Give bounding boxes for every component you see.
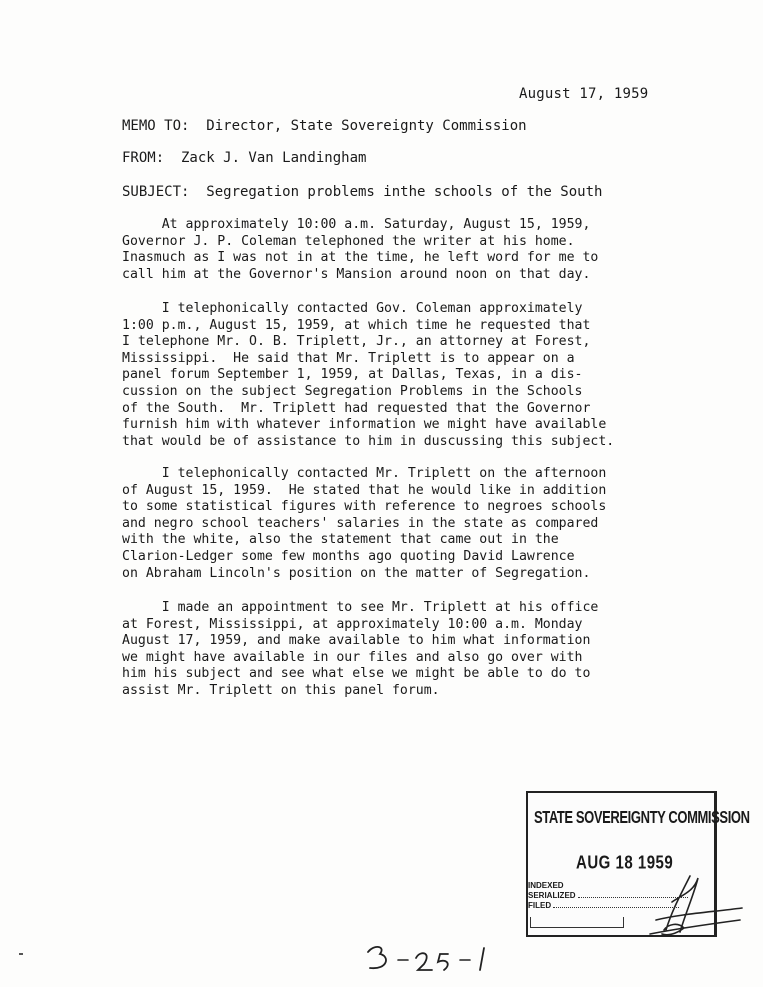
paragraph-4 <box>122 600 682 700</box>
body-line: to some statistical figures with reference to negroes schools <box>122 499 607 515</box>
body-line: at Forest, Mississippi, at approximately 10:00 a.m. Monday <box>122 616 583 632</box>
handwritten-signature-icon <box>620 872 750 942</box>
body-line: Mississippi. He said that Mr. Triplett is to appear on a <box>122 350 575 366</box>
memo-subject-line: SUBJECT: Segregation problems inthe schools of the South <box>122 184 603 200</box>
scan-speck <box>19 953 23 955</box>
body-line: we might have available in our files and also go over with <box>122 649 583 665</box>
paragraph-3 <box>122 466 682 582</box>
body-line: assist Mr. Triplett on this panel forum. <box>122 682 440 698</box>
body-line: call him at the Governor's Mansion around noon on that day. <box>122 266 591 282</box>
paragraph-1 <box>122 217 682 283</box>
body-line: Governor J. P. Coleman telephoned the writer at his home. <box>122 233 575 249</box>
stamp-field-label: FILED <box>528 901 552 910</box>
stamp-field-label: SERIALIZED <box>528 891 576 900</box>
body-line: with the white, also the statement that came out in the <box>122 532 559 548</box>
body-line: August 17, 1959, and make available to him what information <box>122 633 591 649</box>
paragraph-2 <box>122 301 682 450</box>
body-line: that would be of assistance to him in duscussing this subject. <box>122 433 615 449</box>
memo-from-line: FROM: Zack J. Van Landingham <box>122 150 367 166</box>
body-line: and negro school teachers' salaries in the state as compared <box>122 515 599 531</box>
body-line: I made an appointment to see Mr. Triplett at his office <box>122 600 599 615</box>
memo-to-line: MEMO TO: Director, State Sovereignty Commission <box>122 118 527 134</box>
body-line: I telephone Mr. O. B. Triplett, Jr., an attorney at Forest, <box>122 334 591 350</box>
body-line: furnish him with whatever information we might have available <box>122 417 607 433</box>
body-line: cussion on the subject Segregation Problems in the Schools <box>122 383 583 399</box>
body-line: of August 15, 1959. He stated that he would like in addition <box>122 482 607 498</box>
stamp-date: AUG 18 1959 <box>576 853 674 874</box>
body-line: on Abraham Lincoln's position on the matter of Segregation. <box>122 565 591 581</box>
stamp-field-indexed <box>528 882 564 890</box>
stamp-title: STATE SOVEREIGNTY COMMISSION <box>534 807 750 828</box>
handwritten-note <box>360 940 500 974</box>
body-line: Clarion-Ledger some few months ago quoting David Lawrence <box>122 548 575 564</box>
body-line: I telephonically contacted Gov. Coleman approximately <box>122 301 583 316</box>
body-line: panel forum September 1, 1959, at Dallas, Texas, in a dis- <box>122 367 583 383</box>
body-line: I telephonically contacted Mr. Triplett on the afternoon <box>122 466 607 481</box>
body-line: Inasmuch as I was not in at the time, he left word for me to <box>122 250 599 266</box>
body-line: At approximately 10:00 a.m. Saturday, August 15, 1959, <box>122 217 591 232</box>
body-line: of the South. Mr. Triplett had requested that the Governor <box>122 400 591 416</box>
body-line: 1:00 p.m., August 15, 1959, at which time he requested that <box>122 317 591 333</box>
stamp-field-label: INDEXED <box>528 881 564 890</box>
body-line: him his subject and see what else we might be able to do to <box>122 666 591 682</box>
memo-date: August 17, 1959 <box>519 86 649 102</box>
stamp-box <box>530 917 624 928</box>
